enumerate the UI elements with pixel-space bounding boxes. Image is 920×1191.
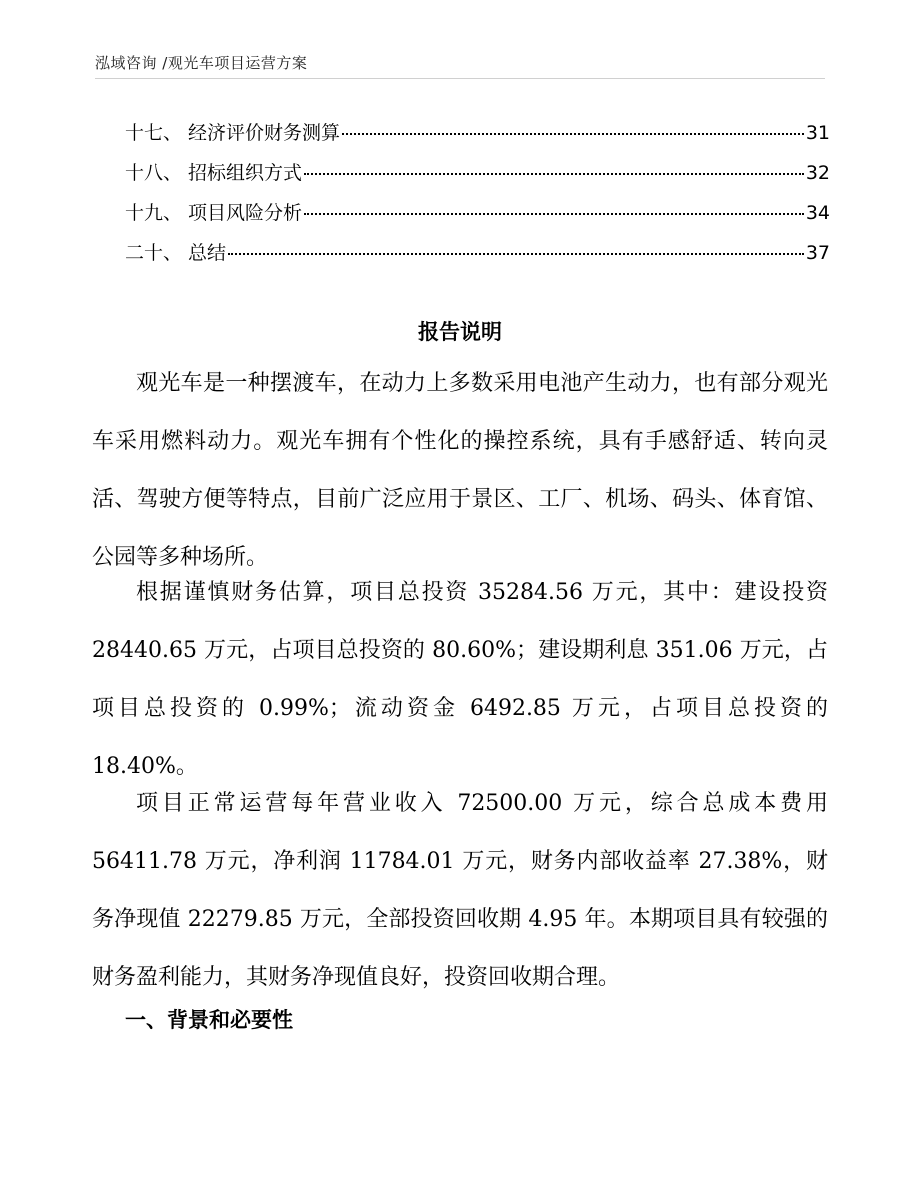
toc-dot-leader (228, 253, 804, 255)
paragraph-description: 观光车是一种摆渡车，在动力上多数采用电池产生动力，也有部分观光车采用燃料动力。观光车拥有个性化的操控系统，具有手感舒适、转向灵活、驾驶方便等特点，目前广泛应用于景区、工厂、机场、码头、体育馆、公园等多种场所。 (92, 371, 828, 570)
toc-entry-page: 37 (805, 242, 830, 264)
toc-entry[interactable] (125, 118, 830, 158)
toc-entry-number: 十七、 (125, 122, 183, 144)
toc-entry-number: 二十、 (125, 242, 183, 264)
toc-entry[interactable] (125, 198, 830, 238)
table-of-contents (125, 118, 830, 278)
paragraph-investment: 根据谨慎财务估算，项目总投资 35284.56 万元，其中：建设投资 28440.65 万元，占项目总投资的 80.60%；建设期利息 351.06 万元，占项目总投资的 0.99%；流动资金 6492.85 万元，占项目总投资的 18.40%。 (92, 580, 828, 779)
toc-dot-leader (304, 173, 804, 175)
toc-entry[interactable] (125, 238, 830, 278)
toc-entry-page: 34 (805, 202, 830, 224)
toc-entry-page: 32 (805, 162, 830, 184)
toc-entry-page: 31 (805, 122, 830, 144)
toc-dot-leader (304, 213, 804, 215)
toc-entry[interactable] (125, 158, 830, 198)
paragraph-operations: 项目正常运营每年营业收入 72500.00 万元，综合总成本费用 56411.78 万元，净利润 11784.01 万元，财务内部收益率 27.38%，财务净现值 22279.85 万元，全部投资回收期 4.95 年。本期项目具有较强的财务盈利能力，其财务净现值良好，投资回收期合理。 (92, 791, 828, 990)
toc-entry-number: 十九、 (125, 202, 183, 224)
toc-entry-title: 招标组织方式 (188, 162, 303, 184)
running-header: 泓域咨询 /观光车项目运营方案 (95, 54, 308, 72)
toc-entry-title: 项目风险分析 (188, 202, 303, 224)
toc-entry-title: 总结 (188, 242, 227, 264)
header-divider (95, 78, 825, 79)
toc-dot-leader (342, 133, 804, 135)
toc-entry-number: 十八、 (125, 162, 183, 184)
chapter-heading: 一、背景和必要性 (125, 1008, 293, 1032)
toc-entry-title: 经济评价财务测算 (188, 122, 341, 144)
section-title: 报告说明 (418, 320, 502, 344)
